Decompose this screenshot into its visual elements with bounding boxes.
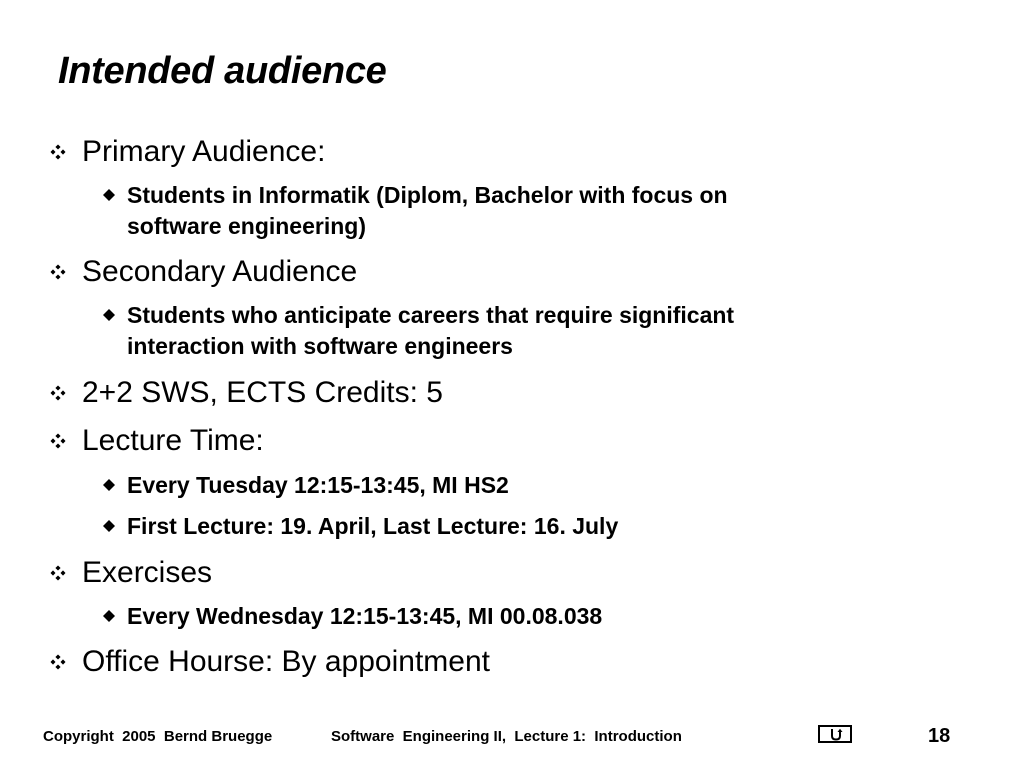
four-diamond-bullet-icon <box>50 264 66 280</box>
four-diamond-bullet-icon <box>50 433 66 449</box>
bullet-label: Exercises <box>82 556 213 589</box>
sub-bullet-line: interaction with software engineers <box>127 333 513 359</box>
bullet-label: Secondary Audience <box>82 255 358 288</box>
diamond-bullet-icon <box>103 479 115 491</box>
slide-title: Intended audience <box>58 50 387 92</box>
return-arrow-icon <box>828 728 844 741</box>
four-diamond-bullet-icon <box>50 144 66 160</box>
diamond-bullet-icon <box>103 520 115 532</box>
four-diamond-bullet-icon <box>50 565 66 581</box>
sub-bullet-line: First Lecture: 19. April, Last Lecture: 16. July <box>127 513 619 539</box>
sub-bullet-line: Every Wednesday 12:15-13:45, MI 00.08.038 <box>127 603 603 629</box>
bullet-label: Office Hourse: By appointment <box>82 645 490 678</box>
sub-bullet-line: Students in Informatik (Diplom, Bachelor with focus on <box>127 182 728 208</box>
footer-course-title: Software Engineering II, Lecture 1: Introduction <box>331 728 682 745</box>
page-number: 18 <box>928 725 951 747</box>
diamond-bullet-icon <box>103 309 115 321</box>
four-diamond-bullet-icon <box>50 654 66 670</box>
sub-bullet-line: Every Tuesday 12:15-13:45, MI HS2 <box>127 472 509 498</box>
bullet-label: Lecture Time: <box>82 424 264 457</box>
sub-bullet-line: Students who anticipate careers that require significant <box>127 302 735 328</box>
bullet-label: 2+2 SWS, ECTS Credits: 5 <box>82 376 443 409</box>
bullet-label: Primary Audience: <box>82 135 326 168</box>
diamond-bullet-icon <box>103 189 115 201</box>
diamond-bullet-icon <box>103 610 115 622</box>
four-diamond-bullet-icon <box>50 385 66 401</box>
footer-copyright: Copyright 2005 Bernd Bruegge <box>43 728 273 745</box>
return-arrow-button[interactable] <box>818 725 852 743</box>
sub-bullet-line: software engineering) <box>127 213 366 239</box>
